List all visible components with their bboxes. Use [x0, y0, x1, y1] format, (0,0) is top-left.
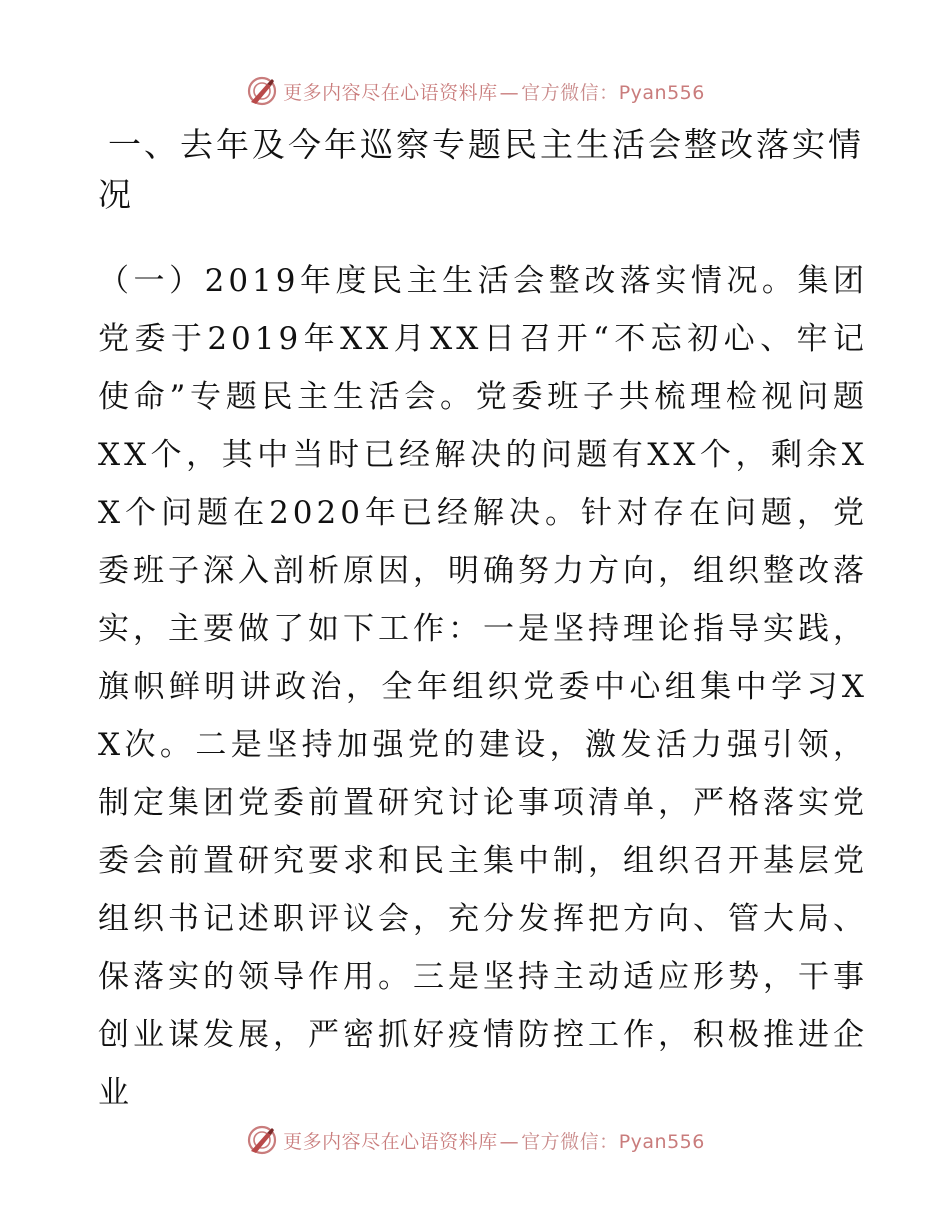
watermark-dash: — [499, 81, 520, 104]
pen-logo-icon [245, 1123, 279, 1157]
watermark-footer [0, 1120, 950, 1160]
watermark-label: 官方微信： [521, 1130, 619, 1153]
watermark-header [0, 71, 950, 111]
body-paragraph: （一）2019年度民主生活会整改落实情况。集团党委于2019年XX月XX日召开“不忘初心、牢记使命”专题民主生活会。党委班子共梳理检视问题XX个，其中当时已经解决的问题有XX个，剩余XX个问题在2020年已经解决。针对存在问题，党委班子深入剖析原因，明确努力方向，组织整改落实，主要做了如下工作：一是坚持理论指导实践，旗帜鲜明讲政治，全年组织党委中心组集中学习XX次。二是坚持加强党的建设，激发活力强引领，制定集团党委前置研究讨论事项清单，严格落实党委会前置研究要求和民主集中制，组织召开基层党组织书记述职评议会，充分发挥把方向、管大局、保落实的领导作用。三是坚持主动适应形势，干事创业谋发展，严密抓好疫情防控工作，积极推进企业 [98, 263, 868, 1111]
watermark-account: Pyan556 [618, 81, 705, 104]
watermark-text [283, 78, 705, 105]
watermark-text [283, 1127, 705, 1154]
watermark-site: 更多内容尽在心语资料库 [283, 1130, 498, 1153]
watermark-site: 更多内容尽在心语资料库 [283, 81, 498, 104]
pen-logo-icon [245, 74, 279, 108]
watermark-dash: — [499, 1130, 520, 1153]
document-body [98, 120, 868, 1122]
watermark-label: 官方微信： [521, 81, 619, 104]
section-heading: 一、去年及今年巡察专题民主生活会整改落实情况 [98, 125, 864, 214]
watermark-account: Pyan556 [618, 1130, 705, 1153]
